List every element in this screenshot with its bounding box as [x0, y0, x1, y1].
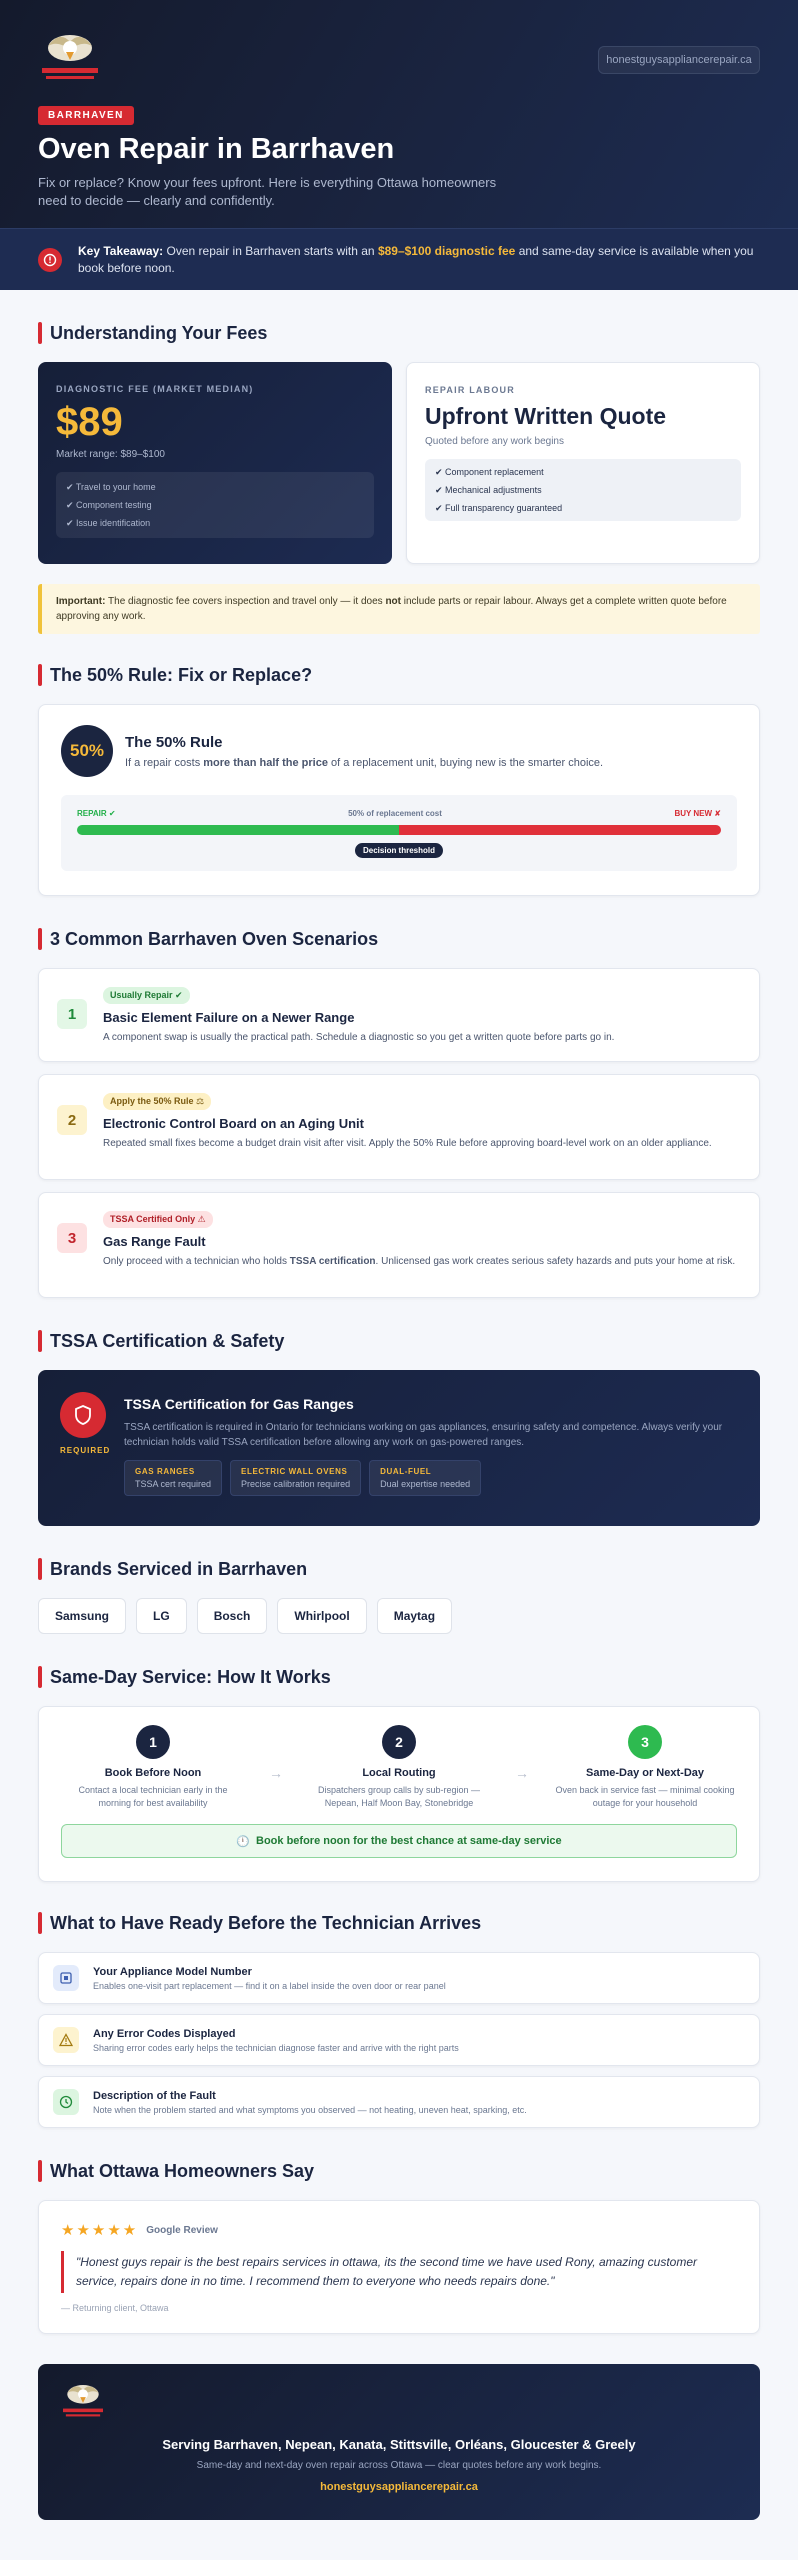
- step-description: Oven back in service fast — minimal cooking outage for your household: [555, 1785, 735, 1808]
- tssa-card: [38, 1370, 760, 1526]
- takeaway-text-2: and same-day service is available when you book before noon.: [78, 243, 754, 275]
- takeaway-text-1: Oven repair in Barrhaven starts with an: [163, 243, 378, 258]
- scenario-title: Electronic Control Board on an Aging Unit: [103, 1116, 364, 1131]
- tssa-text: TSSA certification is required in Ontario for technicians working on gas appliances, ensuring safety and competence. Always verify your technician holds valid TSSA certification before allowing any work on gas-powered ranges.: [124, 1422, 723, 1448]
- review-attribution: — Returning client, Ottawa: [61, 2303, 169, 2313]
- important-text-1: The diagnostic fee covers inspection and travel only — it does: [105, 596, 386, 607]
- scenario-number: 3: [57, 1223, 87, 1253]
- tssa-section-title: TSSA Certification & Safety: [38, 1330, 760, 1352]
- tssa-pill-body: Precise calibration required: [241, 1479, 351, 1489]
- scenario-number: 2: [57, 1105, 87, 1135]
- repair-labour-list: [425, 459, 741, 521]
- rule-section-title: The 50% Rule: Fix or Replace?: [38, 664, 760, 686]
- tssa-pill: [124, 1460, 222, 1496]
- tssa-required-badge: [60, 1392, 111, 1504]
- meter-buy-new-label: BUY NEW ✘: [674, 809, 721, 818]
- repair-labour-label: REPAIR LABOUR: [425, 385, 515, 395]
- list-item: ✔ Full transparency guaranteed: [435, 503, 563, 513]
- brand-chip-lg[interactable]: LG: [136, 1598, 187, 1634]
- tssa-pill-heading: GAS RANGES: [135, 1467, 195, 1476]
- step-description: Contact a local technician early in the morning for best availability: [78, 1785, 228, 1808]
- book-before-noon-banner: [61, 1824, 737, 1858]
- brand-list: [38, 1598, 760, 1634]
- fee-cards: [38, 362, 760, 564]
- scenario-tag: Usually Repair ✔: [103, 987, 190, 1004]
- brand-chip-whirlpool[interactable]: Whirlpool: [277, 1598, 366, 1634]
- scenario-title: Gas Range Fault: [103, 1234, 206, 1249]
- brands-section-title: Brands Serviced in Barrhaven: [38, 1558, 760, 1580]
- step-number: 3: [628, 1725, 662, 1759]
- same-day-steps-card: [38, 1706, 760, 1882]
- ready-item-description: Enables one-visit part replacement — find it on a label inside the oven door or rear panel: [93, 1980, 446, 1991]
- step-description: Dispatchers group calls by sub-region — Nepean, Half Moon Bay, Stonebridge: [317, 1785, 481, 1808]
- arrow-right-icon: →: [515, 1765, 529, 1781]
- important-bold: not: [385, 596, 401, 607]
- site-url-pill[interactable]: honestguysappliancerepair.ca: [598, 46, 760, 74]
- decision-threshold-label: Decision threshold: [355, 843, 443, 858]
- rule-desc-2: of a replacement unit, buying new is the smarter choice.: [327, 756, 604, 769]
- footer-site-link[interactable]: honestguysappliancerepair.ca: [320, 2481, 478, 2493]
- ready-item-description: Note when the problem started and what symptoms you observed — not heating, uneven heat, sparking, etc.: [93, 2104, 527, 2115]
- scenario-number: 1: [57, 999, 87, 1029]
- scenario-card: [38, 1074, 760, 1180]
- fees-section-title: Understanding Your Fees: [38, 322, 760, 344]
- list-item: ✔ Issue identification: [66, 518, 151, 528]
- location-badge: BARRHAVEN: [38, 106, 134, 125]
- ready-item: [38, 1952, 760, 2004]
- main-content: [0, 322, 798, 2520]
- rule-description: [125, 757, 603, 769]
- meter-mid-label: 50% of replacement cost: [348, 809, 442, 818]
- tssa-pills: [124, 1460, 738, 1496]
- step-item: [553, 1725, 737, 1810]
- ready-section-title: What to Have Ready Before the Technician Arrives: [38, 1912, 760, 1934]
- hero: [0, 0, 798, 228]
- fifty-percent-rule-card: [38, 704, 760, 896]
- tag-icon: [53, 1965, 79, 1991]
- star-rating-icon: ★★★★★: [61, 2222, 139, 2239]
- repair-zone: [77, 825, 399, 835]
- ready-item: [38, 2076, 760, 2128]
- step-item: [307, 1725, 491, 1810]
- step-title: Local Routing: [362, 1767, 436, 1779]
- review-rating: [61, 2221, 737, 2239]
- key-takeaway-banner: [0, 228, 798, 290]
- ready-item-description: Sharing error codes early helps the technician diagnose faster and arrive with the right parts: [93, 2042, 459, 2053]
- tssa-pill: [230, 1460, 361, 1496]
- meter-repair-label: REPAIR ✔: [77, 809, 116, 818]
- shield-icon: [60, 1392, 106, 1438]
- diagnostic-fee-list: [56, 472, 374, 538]
- takeaway-text: [78, 243, 760, 277]
- list-item: ✔ Mechanical adjustments: [435, 485, 542, 495]
- tssa-pill-body: Dual expertise needed: [380, 1479, 471, 1489]
- takeaway-label: Key Takeaway:: [78, 243, 164, 258]
- scenario-tag: TSSA Certified Only ⚠: [103, 1211, 213, 1228]
- ready-item: [38, 2014, 760, 2066]
- step-item: [61, 1725, 245, 1810]
- rule-desc-1: If a repair costs: [125, 756, 204, 769]
- required-label: REQUIRED: [60, 1446, 111, 1455]
- buy-new-zone: [399, 825, 721, 835]
- clock-icon: [53, 2089, 79, 2115]
- step-number: 2: [382, 1725, 416, 1759]
- warning-icon: [53, 2027, 79, 2053]
- page-title: Oven Repair in Barrhaven: [38, 133, 395, 165]
- diagnostic-fee-label: DIAGNOSTIC FEE (MARKET MEDIAN): [56, 384, 254, 394]
- tssa-title: TSSA Certification for Gas Ranges: [124, 1396, 354, 1412]
- scenario-card: [38, 1192, 760, 1298]
- arrow-right-icon: →: [269, 1765, 283, 1781]
- diagnostic-fee-range: Market range: $89–$100: [56, 449, 165, 460]
- tssa-pill-heading: DUAL-FUEL: [380, 1467, 432, 1476]
- list-item: ✔ Component replacement: [435, 467, 544, 477]
- tssa-pill-body: TSSA cert required: [135, 1479, 212, 1489]
- scenario-card: [38, 968, 760, 1062]
- review-card: [38, 2200, 760, 2334]
- important-notice: [38, 584, 760, 634]
- steps-row: [61, 1725, 737, 1810]
- step-number: 1: [136, 1725, 170, 1759]
- scenarios-section-title: 3 Common Barrhaven Oven Scenarios: [38, 928, 760, 950]
- hero-subtitle: Fix or replace? Know your fees upfront. Here is everything Ottawa homeowners need to decide — clearly and confidently.: [38, 175, 497, 208]
- steps-section-title: Same-Day Service: How It Works: [38, 1666, 760, 1688]
- scenario-description: [103, 1254, 735, 1269]
- review-section-title: What Ottawa Homeowners Say: [38, 2160, 760, 2182]
- scenario-desc-bold: TSSA certification: [289, 1256, 376, 1267]
- scenario-title: Basic Element Failure on a Newer Range: [103, 1010, 355, 1025]
- meter-labels: [77, 809, 721, 818]
- scenario-desc-2: . Unlicensed gas work creates serious safety hazards and puts your home at risk.: [375, 1256, 736, 1267]
- footer-subtitle: Same-day and next-day oven repair across Ottawa — clear quotes before any work begins.: [196, 2460, 602, 2471]
- takeaway-highlight: $89–$100 diagnostic fee: [377, 243, 516, 258]
- decision-meter-bar: [77, 825, 721, 835]
- brand-logo[interactable]: [38, 28, 102, 84]
- rule-title: The 50% Rule: [125, 733, 223, 751]
- step-title: Book Before Noon: [104, 1767, 202, 1779]
- diagnostic-fee-card: [38, 362, 392, 564]
- step-title: Same-Day or Next-Day: [586, 1767, 704, 1779]
- list-item: ✔ Component testing: [66, 500, 152, 510]
- tssa-pill: [369, 1460, 481, 1496]
- ready-item-title: Any Error Codes Displayed: [93, 2027, 236, 2040]
- scenario-desc-1: Only proceed with a technician who holds: [103, 1256, 290, 1267]
- scenario-description: A component swap is usually the practical path. Schedule a diagnostic so you get a written quote before parts go in.: [103, 1032, 615, 1043]
- diagnostic-fee-amount: $89: [56, 400, 123, 444]
- repair-labour-card: [406, 362, 760, 564]
- quote-subtitle: Quoted before any work begins: [425, 436, 564, 447]
- ready-list: [38, 1952, 760, 2128]
- alert-icon: [38, 248, 62, 272]
- list-item: ✔ Travel to your home: [66, 482, 156, 492]
- brand-chip-samsung[interactable]: Samsung: [38, 1598, 126, 1634]
- tssa-pill-heading: ELECTRIC WALL OVENS: [241, 1467, 348, 1476]
- ready-item-title: Your Appliance Model Number: [93, 1965, 252, 1978]
- scenario-list: [38, 968, 760, 1298]
- review-quote: "Honest guys repair is the best repairs services in ottawa, its the second time we have used Rony, amazing customer service, repairs done in no time. I recommend them to everyone who needs repairs done.": [61, 2251, 737, 2293]
- decision-meter: [61, 795, 737, 871]
- important-text-2: include parts or repair labour. Always get a complete written quote before approving any work.: [56, 596, 727, 622]
- important-label: Important:: [56, 596, 106, 607]
- footer-service-areas: Serving Barrhaven, Nepean, Kanata, Stittsville, Orléans, Gloucester & Greely: [162, 2437, 636, 2452]
- scenario-description: Repeated small fixes become a budget drain visit after visit. Apply the 50% Rule before approving board-level work on an older appliance.: [103, 1138, 712, 1149]
- rule-header: [61, 725, 737, 777]
- clock-icon: 🕛: [236, 1835, 251, 1848]
- noon-text: Book before noon for the best chance at same-day service: [256, 1835, 562, 1847]
- brand-chip-maytag[interactable]: Maytag: [377, 1598, 452, 1634]
- footer-cta: [38, 2364, 760, 2520]
- brand-chip-bosch[interactable]: Bosch: [197, 1598, 268, 1634]
- rule-desc-bold: more than half the price: [203, 756, 328, 769]
- quote-title: Upfront Written Quote: [425, 403, 667, 429]
- scenario-tag: Apply the 50% Rule ⚖: [103, 1093, 211, 1110]
- ready-item-title: Description of the Fault: [93, 2089, 216, 2102]
- fifty-percent-badge: 50%: [61, 725, 113, 777]
- footer-logo[interactable]: [60, 2380, 738, 2425]
- review-source: Google Review: [146, 2224, 218, 2236]
